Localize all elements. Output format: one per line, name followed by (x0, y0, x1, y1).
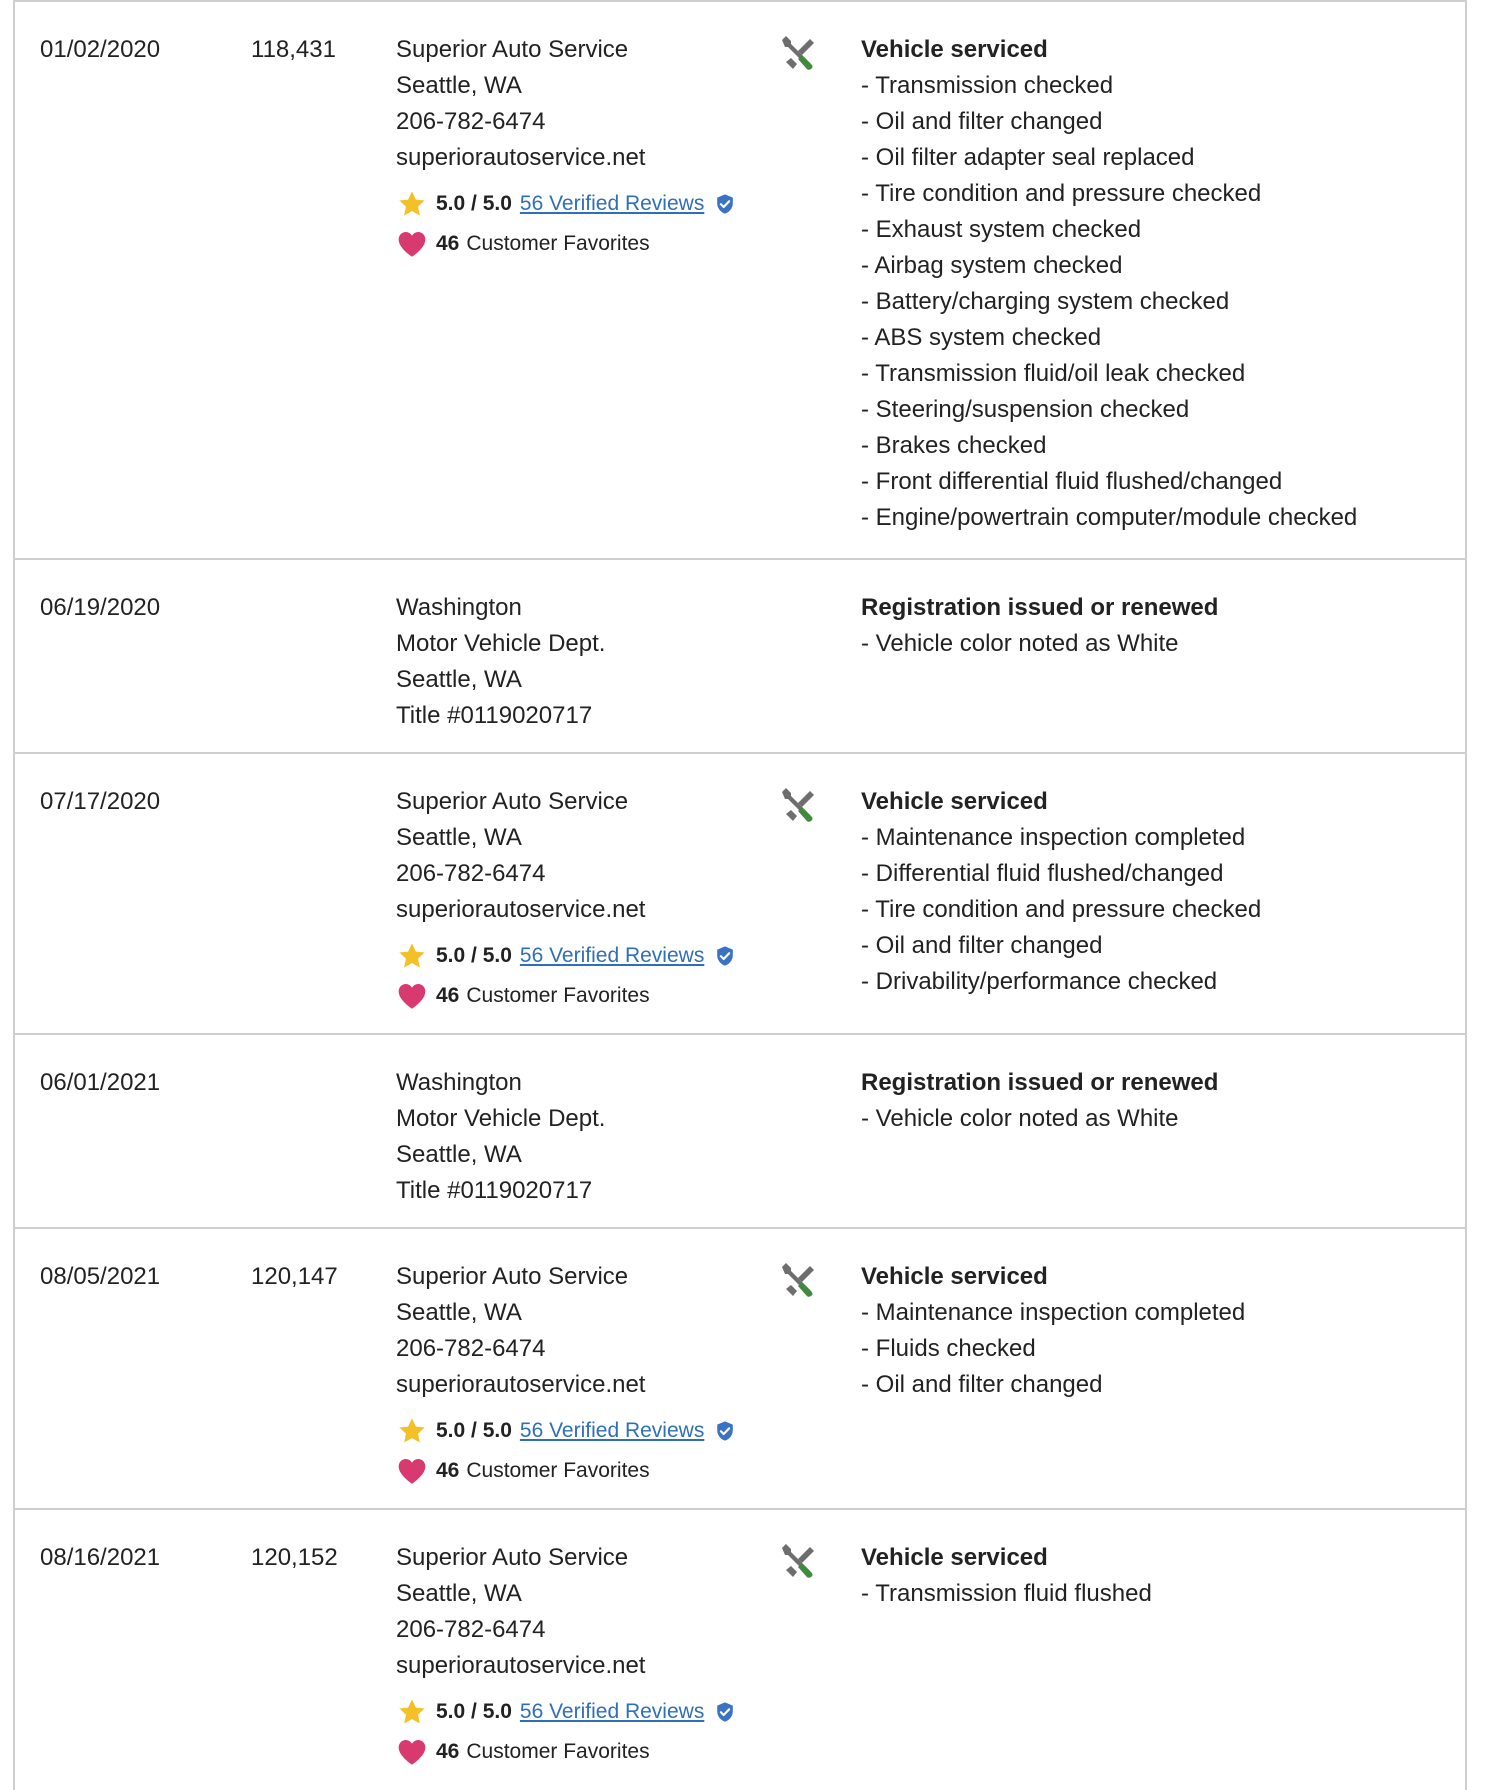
rating-score: 5.0 / 5.0 (436, 1700, 512, 1723)
source-department: Motor Vehicle Dept. (396, 1105, 606, 1132)
record-source (396, 1065, 776, 1209)
history-record (15, 1035, 1465, 1229)
source-name: Superior Auto Service (396, 1544, 629, 1571)
source-name: Superior Auto Service (396, 1263, 629, 1290)
detail-item: - Maintenance inspection completed (861, 820, 1461, 856)
favorites-count: 46 (436, 984, 460, 1007)
verified-reviews-link[interactable]: 56 Verified Reviews (519, 1700, 705, 1723)
detail-item: - Transmission fluid/oil leak checked (861, 356, 1461, 392)
record-details (861, 590, 1461, 662)
favorites-row (396, 1736, 776, 1768)
source-location: Seattle, WA (396, 824, 522, 851)
detail-item: - Steering/suspension checked (861, 392, 1461, 428)
rating-score: 5.0 / 5.0 (436, 192, 512, 215)
source-name: Washington (396, 594, 522, 621)
source-location: Seattle, WA (396, 666, 522, 693)
record-date: 01/02/2020 (40, 36, 161, 63)
detail-title: Registration issued or renewed (861, 1069, 1219, 1096)
favorites-label: Customer Favorites (466, 1740, 650, 1763)
verified-shield-icon (714, 193, 736, 215)
source-title-number: Title #0119020717 (396, 702, 593, 729)
detail-item: - Tire condition and pressure checked (861, 892, 1461, 928)
verified-shield-icon (714, 1420, 736, 1442)
detail-title: Vehicle serviced (861, 1263, 1048, 1290)
history-record (15, 1510, 1465, 1790)
record-odometer: 120,147 (251, 1263, 338, 1290)
detail-item: - Oil filter adapter seal replaced (861, 140, 1461, 176)
detail-item: - ABS system checked (861, 320, 1461, 356)
heart-icon (396, 1455, 428, 1487)
detail-title: Vehicle serviced (861, 36, 1048, 63)
verified-reviews-link[interactable]: 56 Verified Reviews (519, 192, 705, 215)
favorites-label: Customer Favorites (466, 1459, 650, 1482)
verified-reviews-link[interactable]: 56 Verified Reviews (519, 1419, 705, 1442)
detail-item: - Differential fluid flushed/changed (861, 856, 1461, 892)
favorites-row (396, 980, 776, 1012)
detail-item: - Engine/powertrain computer/module checked (861, 500, 1461, 536)
star-icon (396, 940, 428, 972)
heart-icon (396, 980, 428, 1012)
record-details (861, 1065, 1461, 1137)
history-record (15, 754, 1465, 1035)
source-website[interactable]: superiorautoservice.net (396, 1371, 646, 1398)
record-date: 06/01/2021 (40, 1069, 161, 1096)
source-location: Seattle, WA (396, 1299, 522, 1326)
record-source (396, 32, 776, 260)
record-date: 08/05/2021 (40, 1263, 161, 1290)
heart-icon (396, 228, 428, 260)
history-record (15, 1229, 1465, 1510)
detail-item: - Transmission checked (861, 68, 1461, 104)
detail-item: - Vehicle color noted as White (861, 1101, 1461, 1137)
verified-reviews-link[interactable]: 56 Verified Reviews (519, 944, 705, 967)
record-source (396, 1540, 776, 1768)
vehicle-history-table (13, 0, 1467, 1790)
source-phone[interactable]: 206-782-6474 (396, 108, 546, 135)
favorites-row (396, 1455, 776, 1487)
wrench-screwdriver-icon (777, 1540, 817, 1580)
favorites-label: Customer Favorites (466, 984, 650, 1007)
star-icon (396, 1696, 428, 1728)
source-name: Superior Auto Service (396, 788, 629, 815)
source-phone[interactable]: 206-782-6474 (396, 860, 546, 887)
source-location: Seattle, WA (396, 72, 522, 99)
favorites-row (396, 228, 776, 260)
favorites-count: 46 (436, 1740, 460, 1763)
source-location: Seattle, WA (396, 1141, 522, 1168)
source-department: Motor Vehicle Dept. (396, 630, 606, 657)
favorites-count: 46 (436, 1459, 460, 1482)
record-date: 06/19/2020 (40, 594, 161, 621)
detail-item: - Oil and filter changed (861, 1367, 1461, 1403)
record-source (396, 1259, 776, 1487)
rating-row (396, 1415, 776, 1447)
record-odometer: 120,152 (251, 1544, 338, 1571)
wrench-screwdriver-icon (777, 32, 817, 72)
history-record (15, 2, 1465, 560)
rating-score: 5.0 / 5.0 (436, 1419, 512, 1442)
detail-title: Vehicle serviced (861, 1544, 1048, 1571)
rating-row (396, 940, 776, 972)
source-website[interactable]: superiorautoservice.net (396, 896, 646, 923)
source-name: Washington (396, 1069, 522, 1096)
record-date: 08/16/2021 (40, 1544, 161, 1571)
star-icon (396, 1415, 428, 1447)
source-phone[interactable]: 206-782-6474 (396, 1616, 546, 1643)
detail-title: Vehicle serviced (861, 788, 1048, 815)
record-details (861, 1259, 1461, 1403)
detail-item: - Maintenance inspection completed (861, 1295, 1461, 1331)
source-name: Superior Auto Service (396, 36, 629, 63)
favorites-label: Customer Favorites (466, 232, 650, 255)
record-source (396, 784, 776, 1012)
detail-item: - Airbag system checked (861, 248, 1461, 284)
record-source (396, 590, 776, 734)
detail-item: - Front differential fluid flushed/changed (861, 464, 1461, 500)
detail-item: - Oil and filter changed (861, 104, 1461, 140)
record-details (861, 784, 1461, 1000)
record-details (861, 1540, 1461, 1612)
detail-item: - Drivability/performance checked (861, 964, 1461, 1000)
source-phone[interactable]: 206-782-6474 (396, 1335, 546, 1362)
detail-item: - Fluids checked (861, 1331, 1461, 1367)
detail-item: - Vehicle color noted as White (861, 626, 1461, 662)
star-icon (396, 188, 428, 220)
history-record (15, 560, 1465, 754)
source-website[interactable]: superiorautoservice.net (396, 144, 646, 171)
detail-item: - Battery/charging system checked (861, 284, 1461, 320)
source-title-number: Title #0119020717 (396, 1177, 593, 1204)
record-date: 07/17/2020 (40, 788, 161, 815)
source-location: Seattle, WA (396, 1580, 522, 1607)
detail-item: - Transmission fluid flushed (861, 1576, 1461, 1612)
detail-item: - Brakes checked (861, 428, 1461, 464)
rating-row (396, 188, 776, 220)
detail-item: - Oil and filter changed (861, 928, 1461, 964)
verified-shield-icon (714, 1701, 736, 1723)
source-website[interactable]: superiorautoservice.net (396, 1652, 646, 1679)
wrench-screwdriver-icon (777, 784, 817, 824)
wrench-screwdriver-icon (777, 1259, 817, 1299)
rating-row (396, 1696, 776, 1728)
favorites-count: 46 (436, 232, 460, 255)
record-details (861, 32, 1461, 536)
detail-item: - Exhaust system checked (861, 212, 1461, 248)
heart-icon (396, 1736, 428, 1768)
record-odometer: 118,431 (251, 36, 336, 63)
detail-title: Registration issued or renewed (861, 594, 1219, 621)
detail-item: - Tire condition and pressure checked (861, 176, 1461, 212)
rating-score: 5.0 / 5.0 (436, 944, 512, 967)
verified-shield-icon (714, 945, 736, 967)
